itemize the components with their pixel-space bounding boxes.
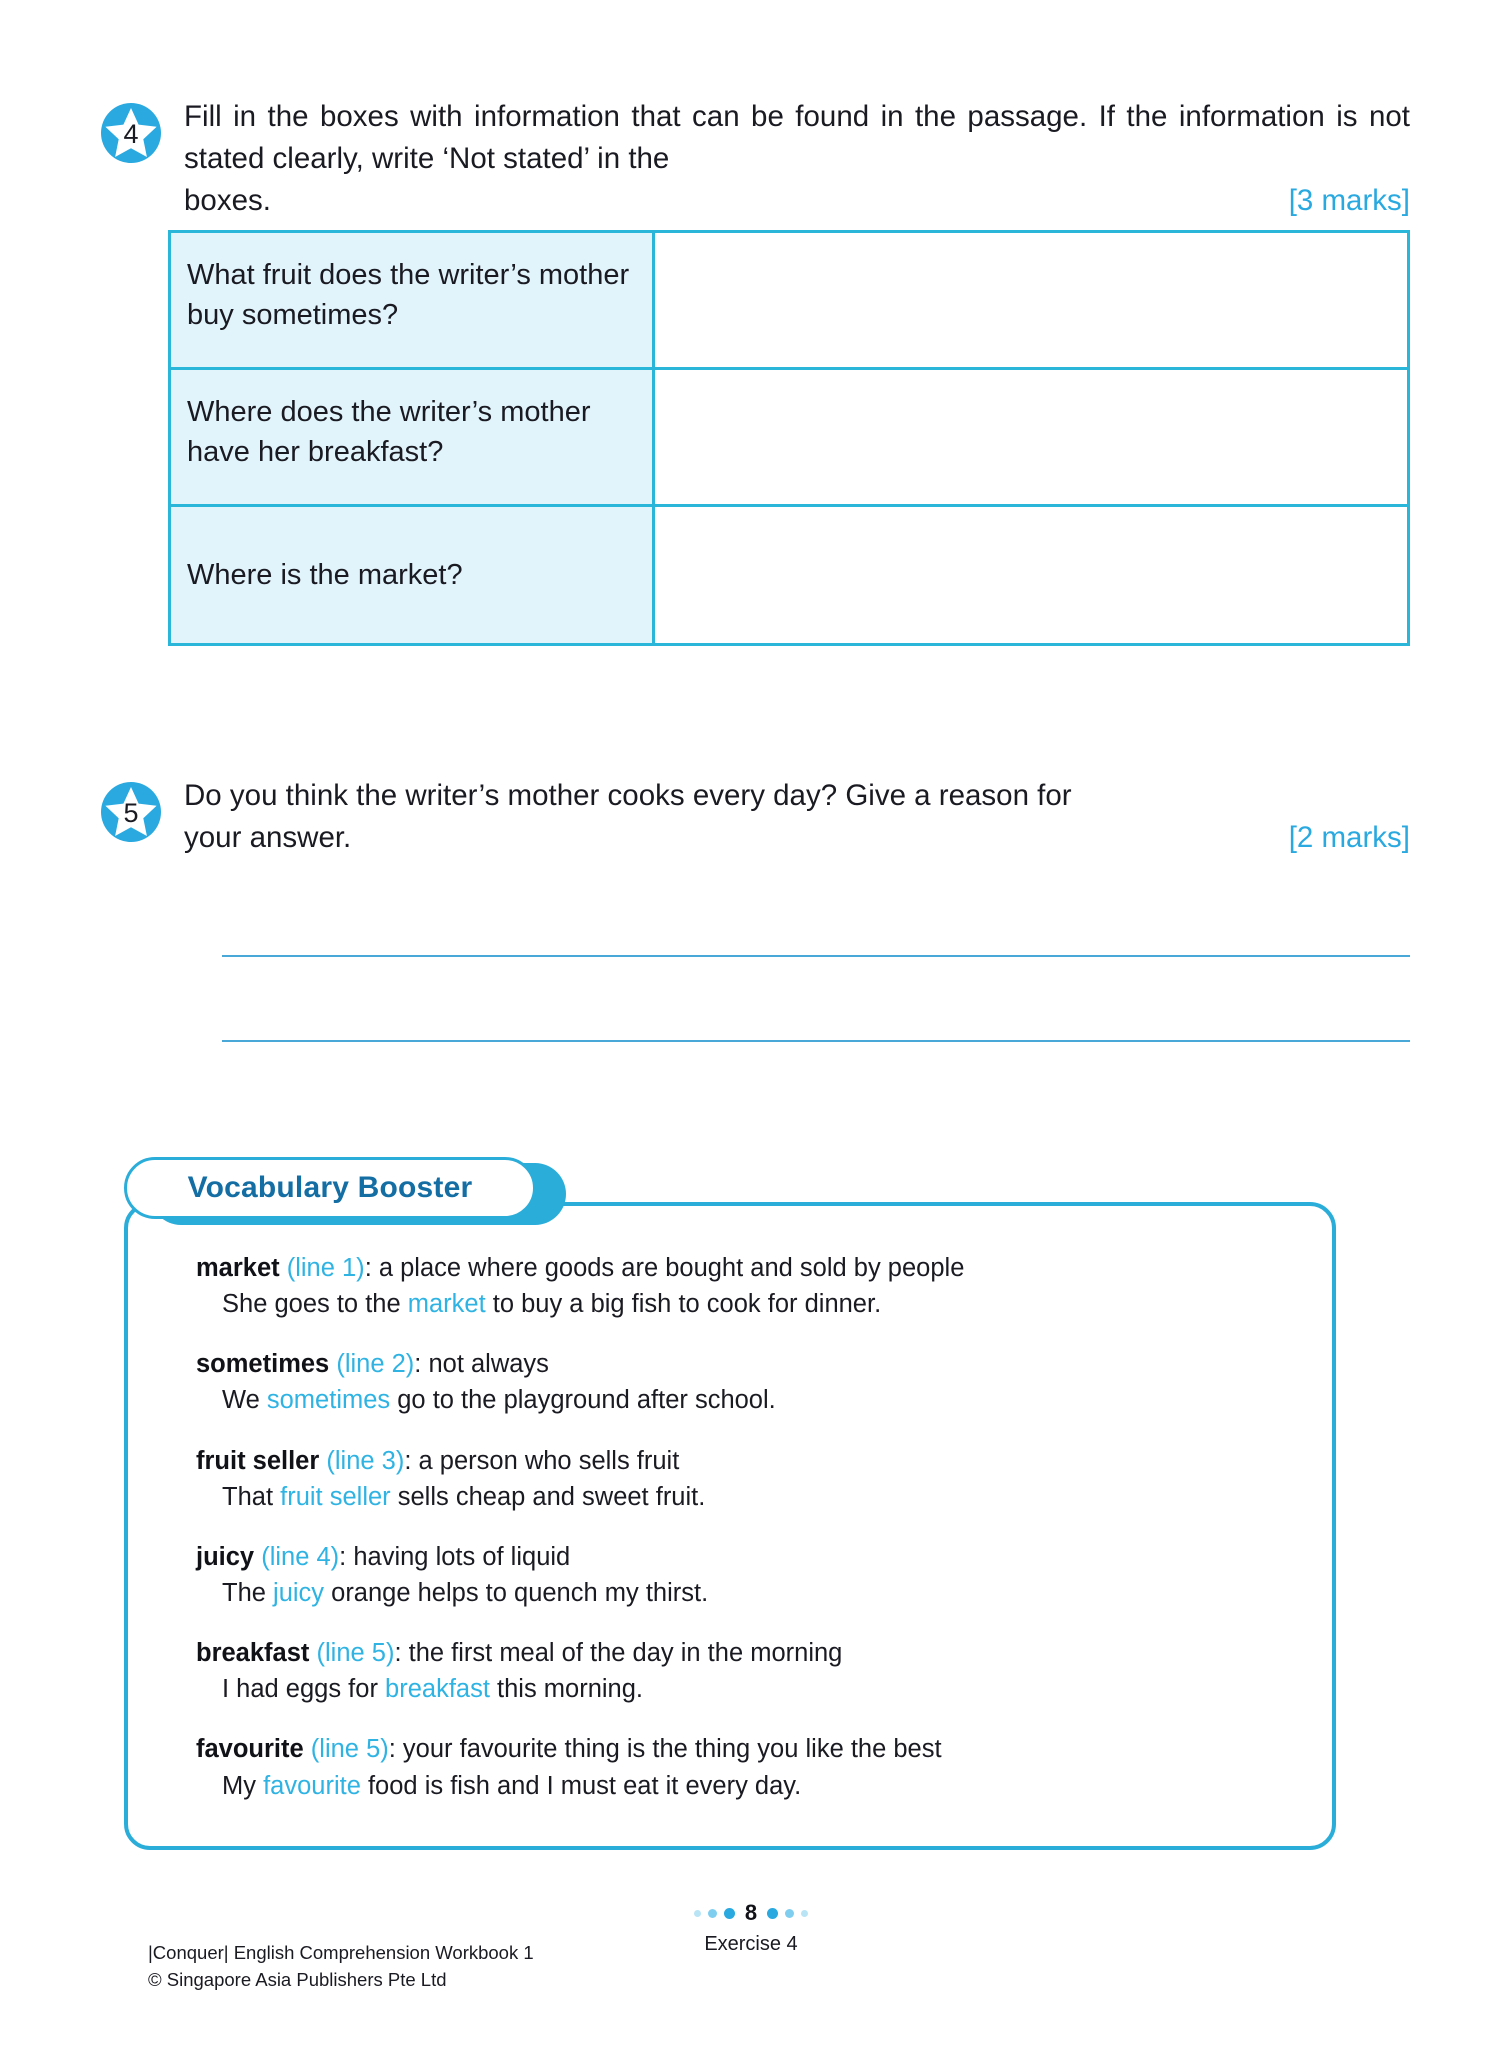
vocab-example-after: sells cheap and sweet fruit.	[390, 1482, 706, 1511]
marks-label: [2 marks]	[1288, 820, 1410, 854]
footer-credit-line-1: |Conquer| English Comprehension Workbook 1	[148, 1942, 534, 1963]
vocab-example-after: orange helps to quench my thirst.	[324, 1578, 709, 1607]
exercise-label: Exercise 4	[704, 1933, 798, 1955]
vocab-example-highlight: breakfast	[385, 1675, 490, 1704]
list-item	[196, 1348, 1316, 1417]
list-item	[196, 1637, 1316, 1706]
page-dot-icon	[694, 1910, 701, 1917]
table-cell-question: What fruit does the writer’s mother buy sometimes?	[171, 233, 655, 367]
question-text-tail: your answer.	[184, 820, 352, 854]
question-text: Fill in the boxes with information that can be found in the passage. If the information is not stated clearly, write ‘Not stated’ in the	[184, 100, 1410, 175]
star-badge-icon	[100, 102, 162, 164]
answer-write-line[interactable]	[222, 1040, 1410, 1042]
marks-label: [3 marks]	[1288, 183, 1410, 217]
answer-table	[168, 230, 1410, 646]
page-dot-icon	[785, 1909, 794, 1918]
vocab-example-before: The	[222, 1578, 274, 1607]
vocab-word: breakfast	[196, 1639, 310, 1668]
list-item	[196, 1733, 1316, 1802]
vocab-example	[222, 1673, 1316, 1706]
page-dot-icon	[724, 1908, 735, 1919]
answer-write-line[interactable]	[222, 955, 1410, 957]
question-number: 5	[123, 797, 139, 828]
page-dots	[0, 1900, 1502, 1926]
footer-credit-line-2: © Singapore Asia Publishers Pte Ltd	[148, 1968, 447, 1990]
question-number: 4	[123, 118, 139, 149]
vocab-line-ref: (line 2)	[336, 1350, 415, 1379]
vocab-word: juicy	[196, 1542, 255, 1571]
vocab-example-highlight: favourite	[263, 1771, 361, 1800]
vocab-definition: : a place where goods are bought and sold by people	[364, 1254, 965, 1282]
vocab-definition: : having lots of liquid	[339, 1542, 571, 1571]
question-body	[184, 96, 1410, 222]
list-item	[196, 1541, 1316, 1610]
page-dot-icon	[708, 1909, 717, 1918]
vocab-definition: : not always	[414, 1350, 549, 1379]
vocabulary-booster-tab	[124, 1157, 536, 1219]
vocab-word: sometimes	[196, 1350, 330, 1379]
question-text: Do you think the writer’s mother cooks every day? Give a reason for	[184, 779, 1072, 812]
vocab-example-after: go to the playground after school.	[390, 1386, 776, 1415]
vocab-example-after: food is fish and I must eat it every day.	[360, 1771, 802, 1800]
vocab-word: market	[196, 1254, 280, 1282]
table-row	[171, 233, 1407, 370]
vocab-example	[222, 1384, 1316, 1417]
footer-credit	[148, 1940, 534, 1994]
question-text-tail: boxes.	[184, 183, 271, 217]
list-item	[196, 1252, 1316, 1321]
page-dot-icon	[801, 1910, 808, 1917]
vocab-line-ref: (line 1)	[286, 1254, 365, 1282]
vocab-example	[222, 1481, 1316, 1514]
vocab-definition: : a person who sells fruit	[404, 1446, 680, 1475]
table-cell-answer[interactable]	[655, 370, 1407, 504]
question-block-5	[100, 775, 1410, 859]
vocab-line-ref: (line 5)	[316, 1639, 395, 1668]
vocab-example-highlight: fruit seller	[280, 1482, 391, 1511]
table-row	[171, 507, 1407, 643]
vocab-definition: : the first meal of the day in the morning	[394, 1639, 843, 1668]
vocab-example-before: She goes to the	[222, 1290, 408, 1319]
vocab-example-before: We	[222, 1386, 267, 1415]
vocab-line-ref: (line 4)	[261, 1542, 340, 1571]
vocab-word: fruit seller	[196, 1446, 320, 1475]
vocab-example	[222, 1577, 1316, 1610]
question-block-4	[100, 96, 1410, 222]
vocab-example-highlight: market	[407, 1290, 486, 1319]
table-row	[171, 370, 1407, 507]
table-cell-answer[interactable]	[655, 233, 1407, 367]
vocab-definition: : your favourite thing is the thing you like the best	[388, 1735, 942, 1764]
table-cell-question: Where does the writer’s mother have her breakfast?	[171, 370, 655, 504]
page-number: 8	[744, 1900, 758, 1925]
vocab-example-before: That	[222, 1482, 281, 1511]
vocab-example-highlight: sometimes	[266, 1386, 391, 1415]
vocabulary-entry-list	[196, 1252, 1316, 1803]
vocabulary-booster-title: Vocabulary Booster	[187, 1171, 473, 1204]
vocab-example-after: this morning.	[489, 1675, 643, 1704]
question-body	[184, 775, 1410, 859]
vocab-example-before: I had eggs for	[222, 1675, 386, 1704]
list-item	[196, 1445, 1316, 1514]
vocab-line-ref: (line 5)	[310, 1735, 389, 1764]
vocab-example-before: My	[222, 1771, 264, 1800]
vocab-word: favourite	[196, 1735, 304, 1764]
table-cell-question: Where is the market?	[171, 507, 655, 643]
vocab-line-ref: (line 3)	[326, 1446, 405, 1475]
table-cell-answer[interactable]	[655, 507, 1407, 643]
star-badge-icon	[100, 781, 162, 843]
vocab-example-after: to buy a big fish to cook for dinner.	[485, 1290, 882, 1319]
page-dot-icon	[767, 1908, 778, 1919]
vocab-example-highlight: juicy	[273, 1578, 325, 1607]
vocab-example	[222, 1288, 1316, 1321]
vocab-example	[222, 1770, 1316, 1803]
